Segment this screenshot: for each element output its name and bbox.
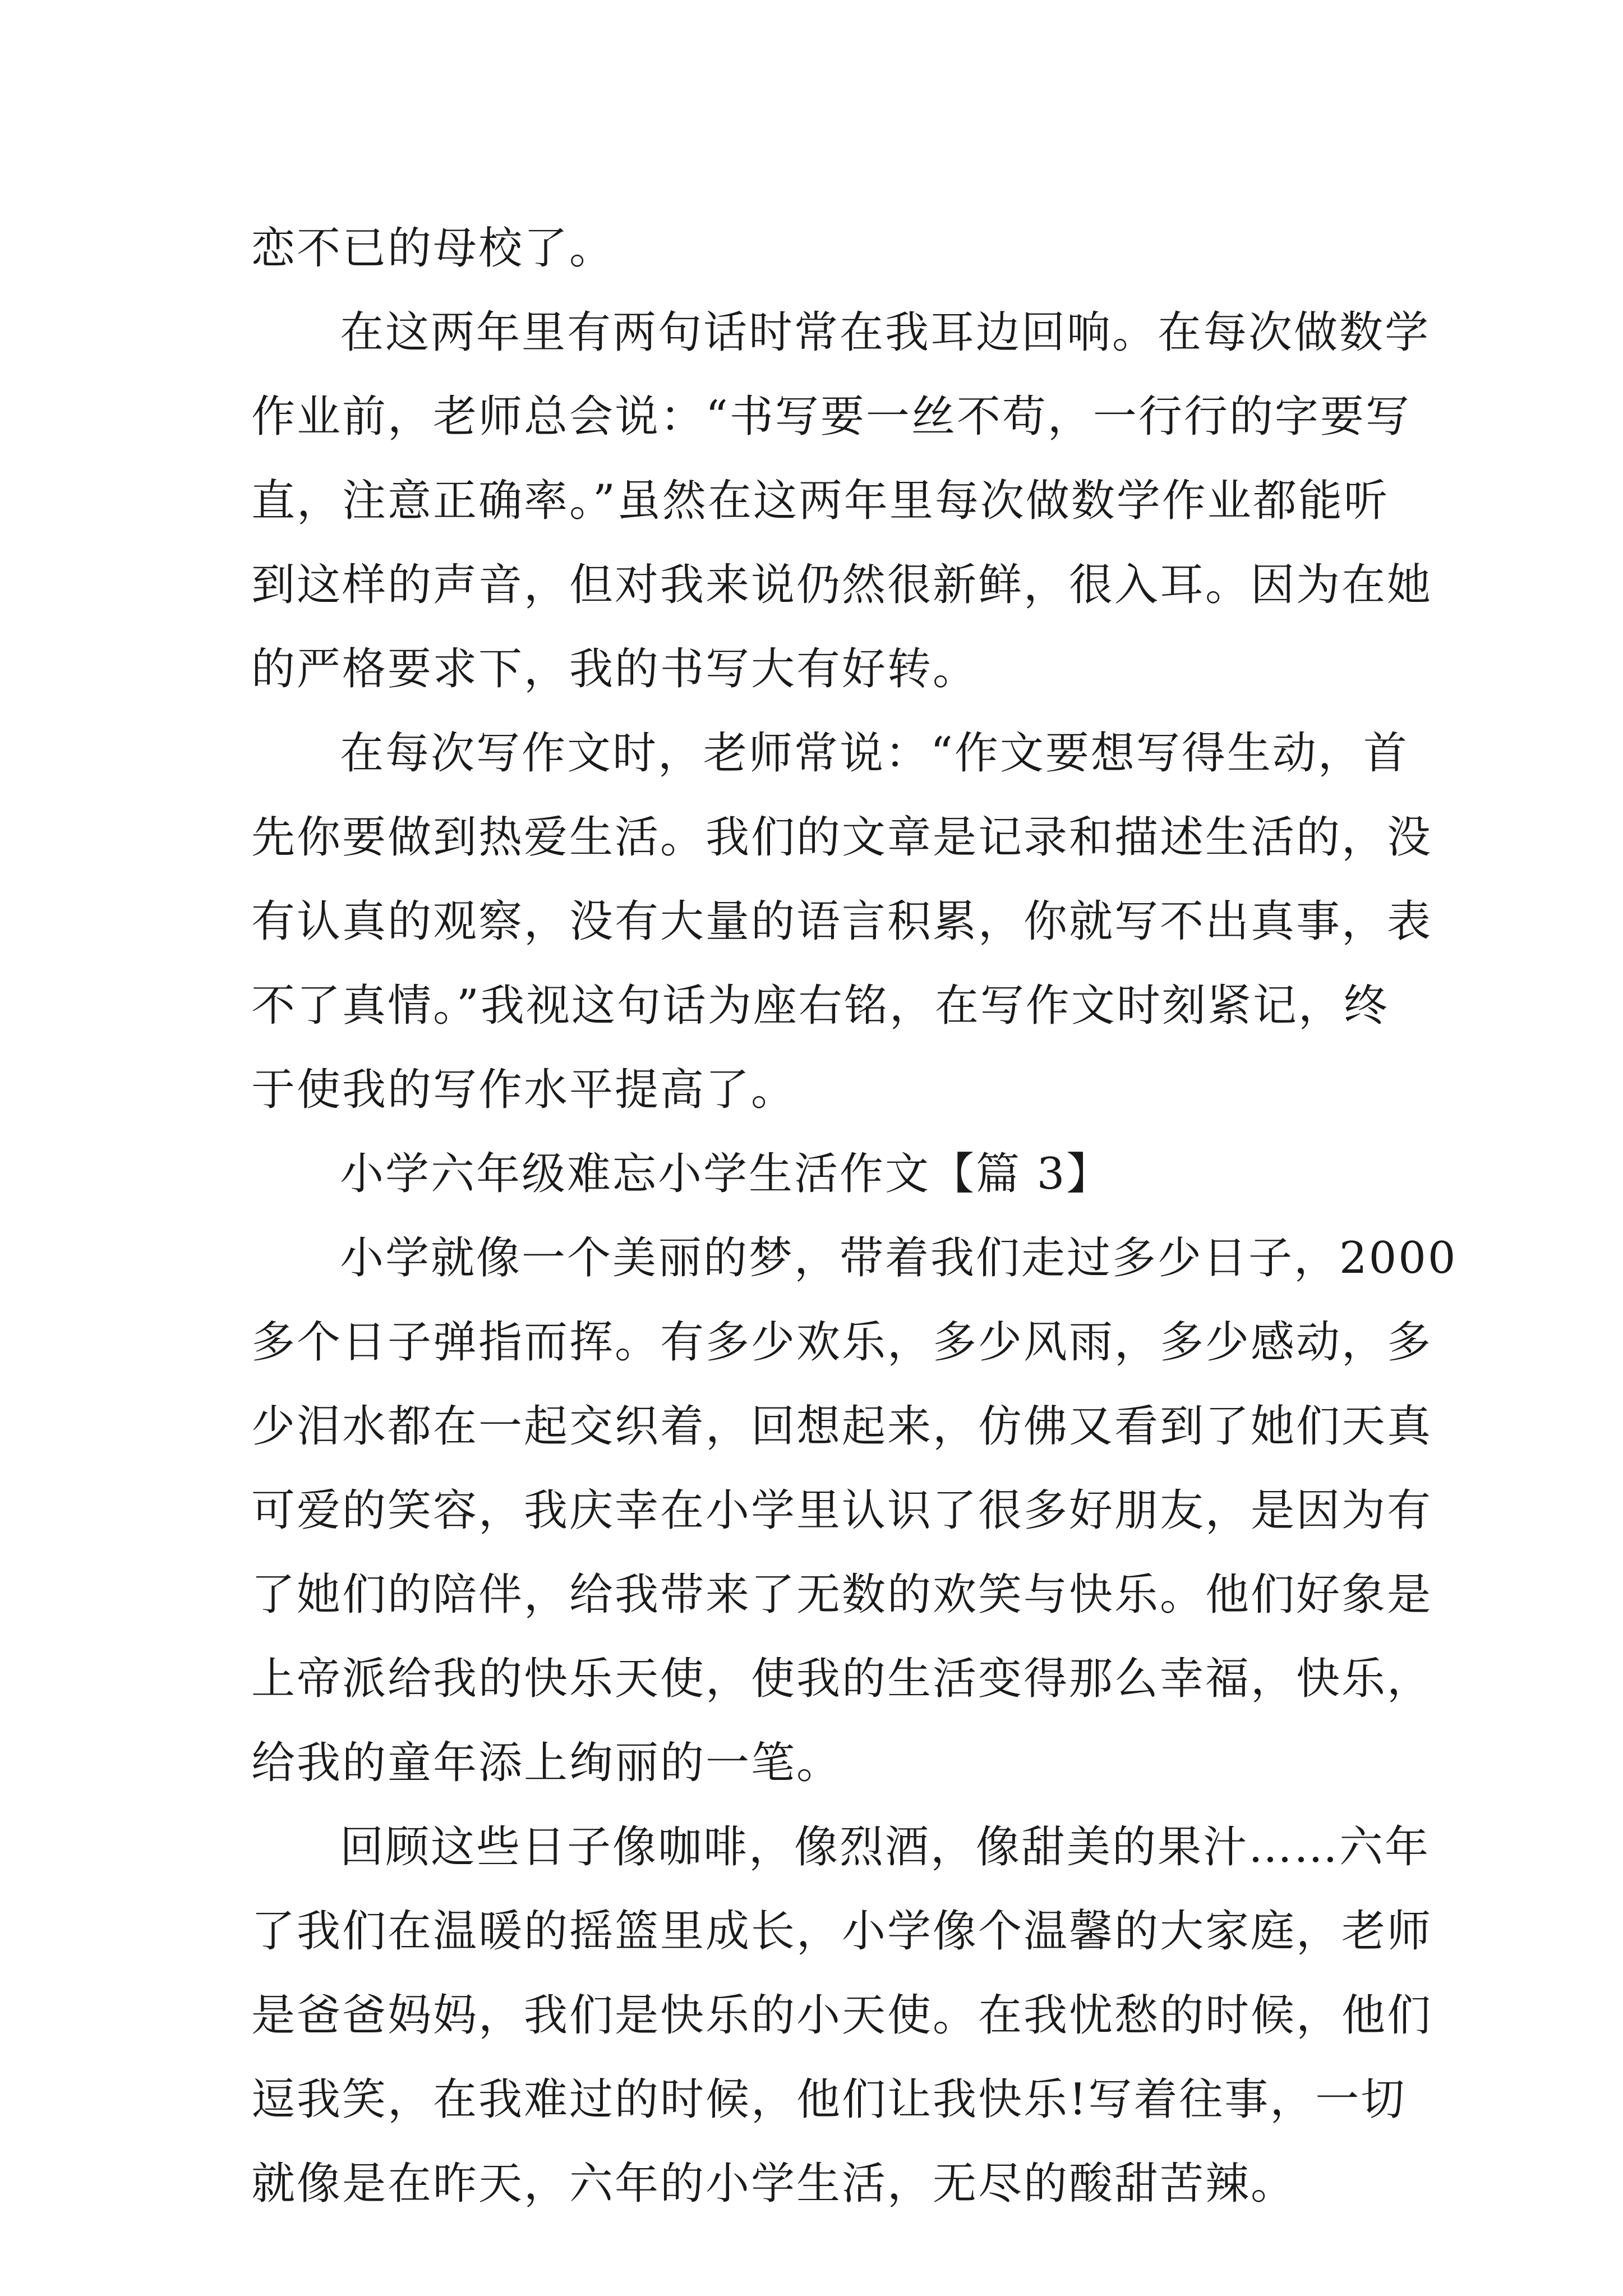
text-line: 多个日子弹指而挥。有多少欢乐，多少风雨，多少感动，多 <box>251 1317 1433 1368</box>
text-line: 恋不已的母校了。 <box>251 223 615 274</box>
text-line: 不了真情。”我视这句话为座右铭，在写作文时刻紧记，终 <box>251 981 1389 1031</box>
document-body <box>251 206 1458 2226</box>
text-line: 少泪水都在一起交织着，回想起来，仿佛又看到了她们天真 <box>251 1401 1433 1452</box>
text-line: 有认真的观察，没有大量的语言积累，你就写不出真事，表 <box>251 896 1433 947</box>
text-line: 是爸爸妈妈，我们是快乐的小天使。在我忧愁的时候，他们 <box>251 1990 1433 2041</box>
text-line: 给我的童年添上绚丽的一笔。 <box>251 1738 842 1788</box>
paragraph <box>251 711 1433 1132</box>
text-line: 逗我笑，在我难过的时候，他们让我快乐!写着往事，一切 <box>251 2074 1407 2125</box>
text-line: 小学就像一个美丽的梦，带着我们走过多少日子，2000 <box>340 1233 1458 1283</box>
text-line: 了我们在温暖的摇篮里成长，小学像个温馨的大家庭，老师 <box>251 1906 1433 1957</box>
text-line: 到这样的声音，但对我来说仍然很新鲜，很入耳。因为在她 <box>251 560 1433 610</box>
text-line: 就像是在昨天，六年的小学生活，无尽的酸甜苦辣。 <box>251 2159 1297 2209</box>
paragraph <box>251 1132 1391 1216</box>
text-line: 作业前，老师总会说：“书写要一丝不苟，一行行的字要写 <box>251 392 1411 442</box>
text-line: 直，注意正确率。”虽然在这两年里每次做数学作业都能听 <box>251 476 1389 526</box>
text-line: 了她们的陪伴，给我带来了无数的欢笑与快乐。他们好象是 <box>251 1570 1433 1620</box>
text-line: 在每次写作文时，老师常说：“作文要想写得生动，首 <box>340 728 1409 779</box>
text-line: 回顾这些日子像咖啡，像烈酒，像甜美的果汁……六年 <box>340 1822 1431 1872</box>
paragraph <box>251 206 1391 291</box>
text-line: 上帝派给我的快乐天使，使我的生活变得那么幸福，快乐， <box>251 1654 1433 1704</box>
text-line: 的严格要求下，我的书写大有好转。 <box>251 644 979 694</box>
text-line: 先你要做到热爱生活。我们的文章是记录和描述生活的，没 <box>251 812 1433 863</box>
text-line: 可爱的笑容，我庆幸在小学里认识了很多好朋友，是因为有 <box>251 1485 1433 1536</box>
text-line: 于使我的写作水平提高了。 <box>251 1065 797 1115</box>
text-line: 小学六年级难忘小学生活作文【篇 3】 <box>340 1149 1112 1199</box>
text-line: 在这两年里有两句话时常在我耳边回响。在每次做数学 <box>340 307 1431 358</box>
paragraph <box>251 291 1433 711</box>
paragraph <box>251 1805 1433 2226</box>
paragraph <box>251 1216 1458 1805</box>
